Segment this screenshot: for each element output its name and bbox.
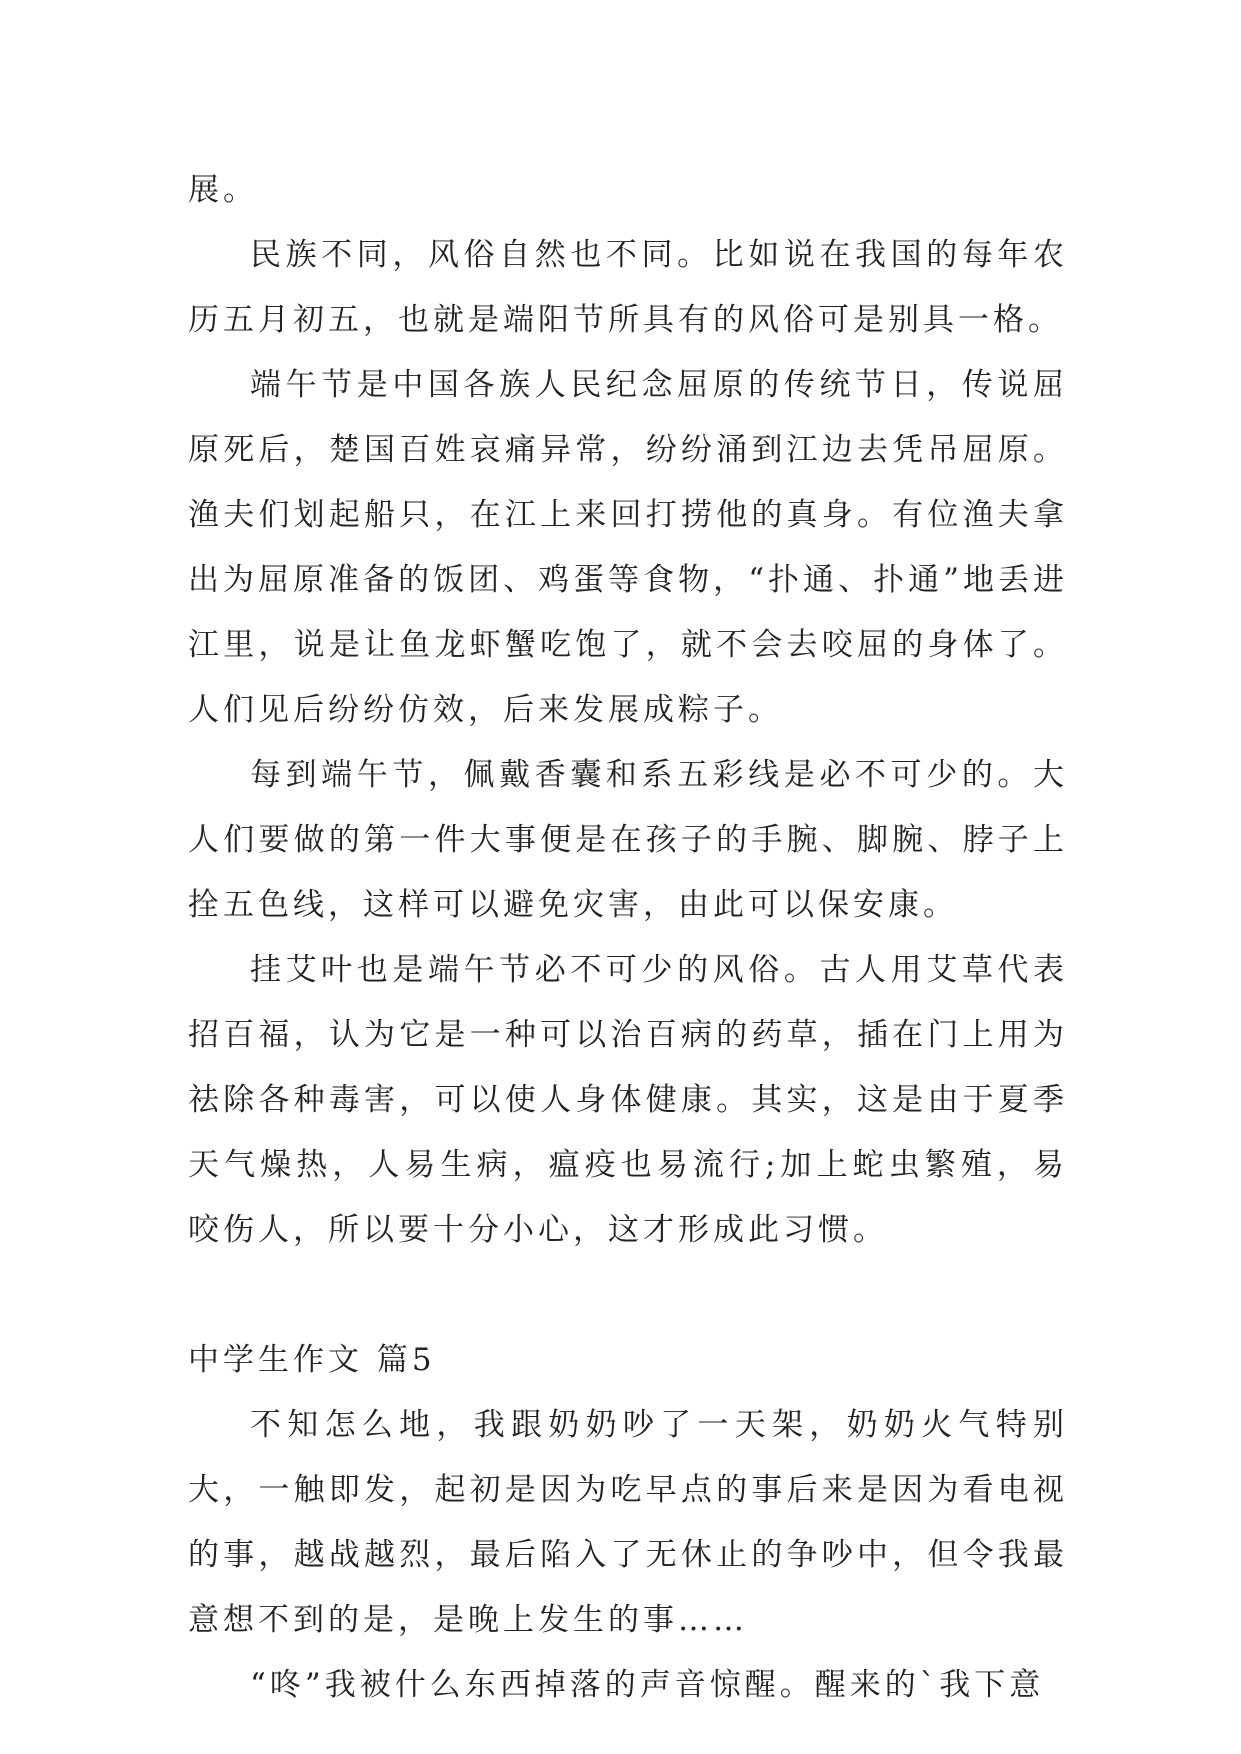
- paragraph: 不知怎么地，我跟奶奶吵了一天架，奶奶火气特别大，一触即发，起初是因为吃早点的事后来是因为看电视的事，越战越烈，最后陷入了无休止的争吵中，但令我最意想不到的是，是晚上发生的事……: [188, 1407, 1068, 1638]
- document-body: [188, 158, 1068, 1718]
- continued-fragment: 展。: [188, 172, 258, 208]
- paragraph: “咚”我被什么东西掉落的声音惊醒。醒来的`我下意: [250, 1667, 1045, 1703]
- paragraph: 每到端午节，佩戴香囊和系五彩线是必不可少的。大人们要做的第一件大事便是在孩子的手腕、脚腕、脖子上拴五色线，这样可以避免灾害，由此可以保安康。: [188, 757, 1068, 923]
- paragraph: 民族不同，风俗自然也不同。比如说在我国的每年农历五月初五，也就是端阳节所具有的风俗可是别具一格。: [188, 237, 1068, 338]
- section-title: 中学生作文 篇5: [188, 1342, 436, 1378]
- paragraph: 端午节是中国各族人民纪念屈原的传统节日，传说屈原死后，楚国百姓哀痛异常，纷纷涌到江边去凭吊屈原。渔夫们划起船只，在江上来回打捞他的真身。有位渔夫拿出为屈原准备的饭团、鸡蛋等食物，“扑通、扑通”地丢进江里，说是让鱼龙虾蟹吃饱了，就不会去咬屈的身体了。人们见后纷纷仿效，后来发展成粽子。: [188, 367, 1068, 728]
- paragraph: 挂艾叶也是端午节必不可少的风俗。古人用艾草代表招百福，认为它是一种可以治百病的药草，插在门上用为祛除各种毒害，可以使人身体健康。其实，这是由于夏季天气燥热，人易生病，瘟疫也易流行;加上蛇虫繁殖，易咬伤人，所以要十分小心，这才形成此习惯。: [188, 952, 1068, 1248]
